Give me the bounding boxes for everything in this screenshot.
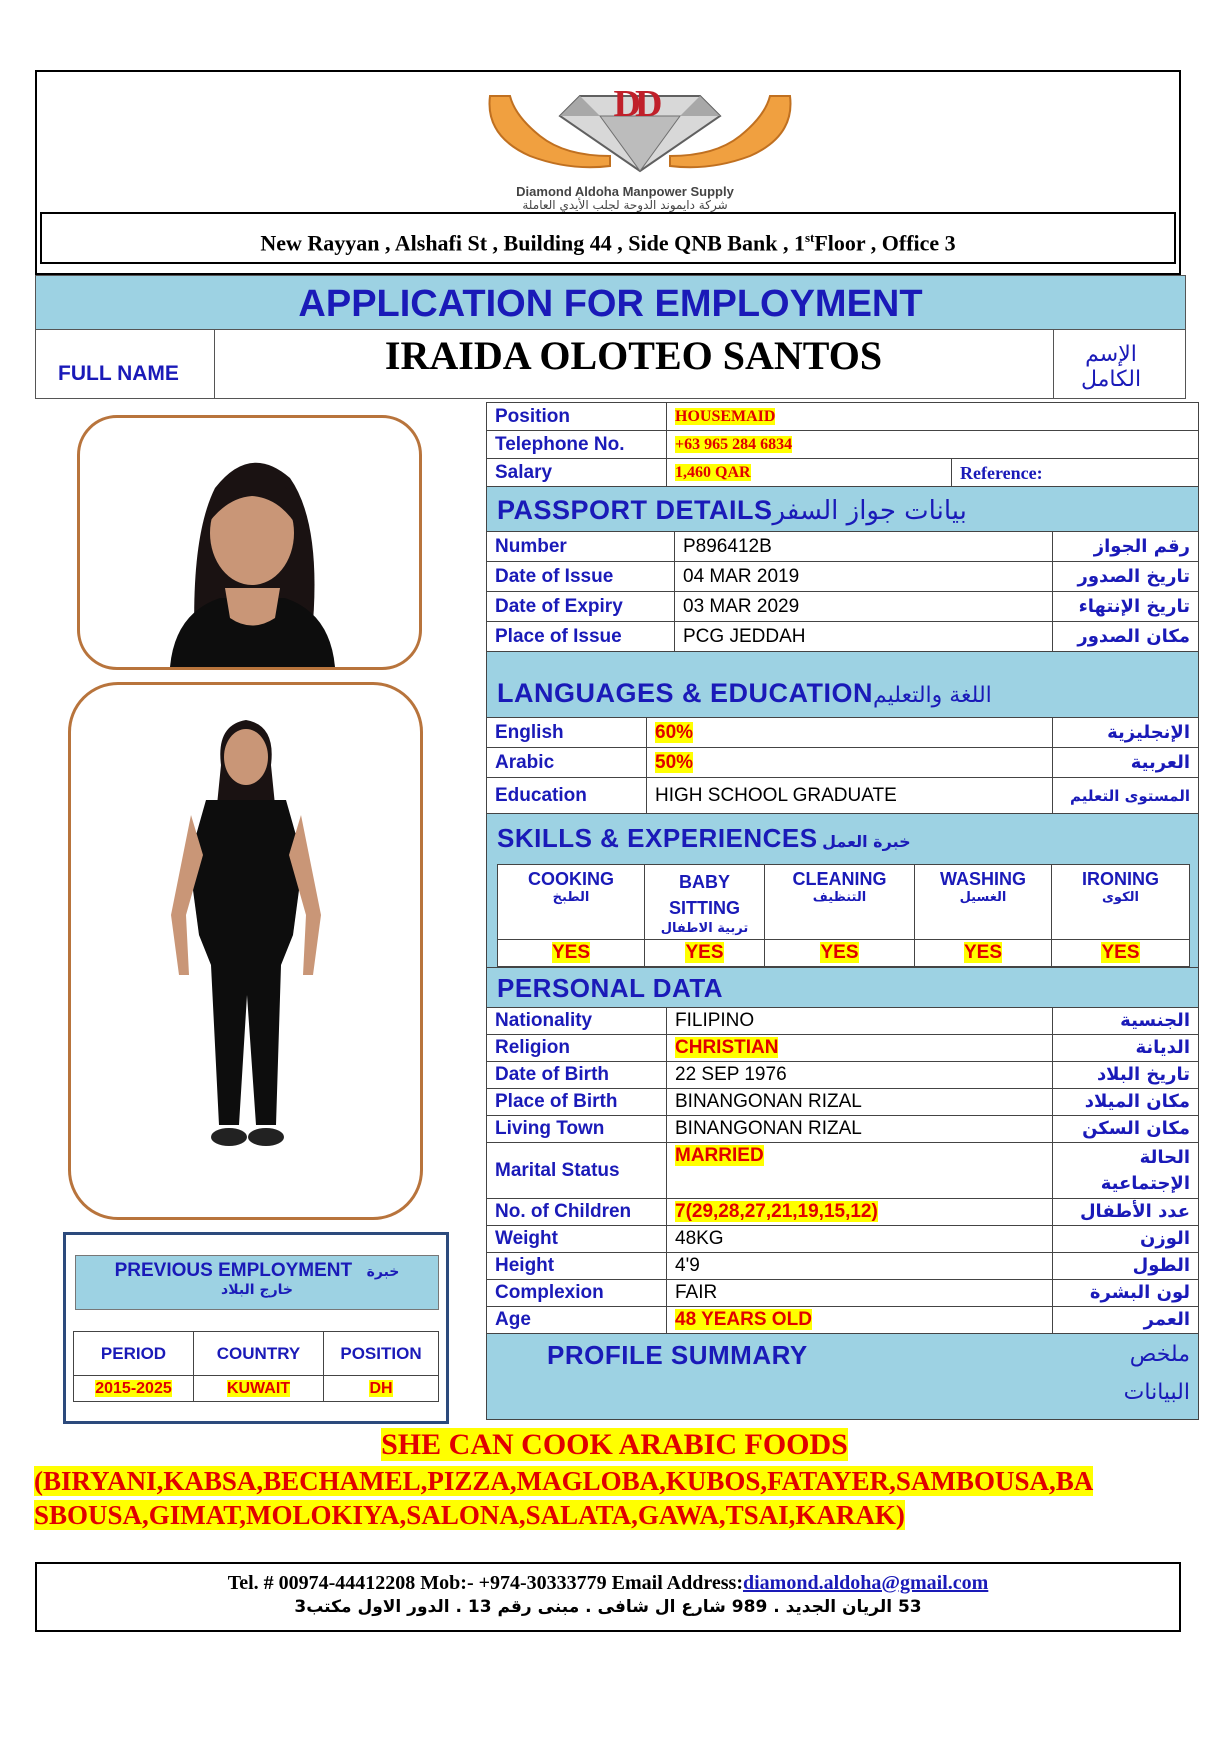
marital-status-label: Marital Status [487,1143,667,1199]
address-main: New Rayyan , Alshafi St , Building 44 , Side QNB Bank , 1 [260,230,805,256]
summary-foods-2: SBOUSA,GIMAT,MOLOKIYA,SALONA,SALATA,GAWA,TSAI,KARAK) [34,1500,905,1530]
issue-place-value: PCG JEDDAH [675,622,1053,652]
languages-header [486,652,1199,717]
dob-value: 22 SEP 1976 [667,1062,1053,1089]
footer-box [35,1562,1181,1632]
skills-container [486,864,1199,967]
skill-washing-value-cell [915,940,1052,967]
skill-cleaning [765,865,915,940]
address-box [40,212,1176,264]
passport-number-value: P896412B [675,532,1053,562]
summary-headline: SHE CAN COOK ARABIC FOODS [381,1428,848,1461]
weight-label-ar: الوزن [1053,1226,1199,1253]
salary-label: Salary [487,459,667,487]
marital-status-value: MARRIED [675,1145,764,1166]
passport-number-label-ar: رقم الجواز [1053,532,1199,562]
english-value-cell [647,718,1053,748]
position-label: Position [487,403,667,431]
children-value-cell [667,1199,1053,1226]
footer-email-link[interactable]: diamond.aldoha@gmail.com [742,1572,989,1594]
skill-ironing-value: YES [1101,942,1140,963]
passport-title: PASSPORT DETAILS [497,495,773,525]
skill-ironing-label-ar: الكوى [1102,890,1139,905]
skill-cleaning-label: CLEANING [792,869,887,889]
logo-letters: DD [613,83,657,125]
salary-value-cell [667,459,952,487]
position-cell [324,1376,439,1402]
weight-value: 48KG [667,1226,1053,1253]
summary-line-2 [34,1466,1093,1497]
previous-employment-table [73,1331,439,1402]
previous-employment-title-ar-2: خارج البلاد [221,1282,293,1298]
previous-employment-header [75,1255,439,1310]
full-name-divider-right [1053,330,1054,398]
profile-summary-header [486,1334,1199,1420]
languages-title-ar: اللغة والتعليم [873,683,992,708]
issue-date-label-ar: تاريخ الصدور [1053,562,1199,592]
living-town-label-ar: مكان السكن [1053,1116,1199,1143]
skill-washing-value: YES [963,942,1003,963]
summary-line-1 [0,1428,1229,1462]
nationality-value: FILIPINO [667,1008,1053,1035]
expiry-date-value: 03 MAR 2029 [675,592,1053,622]
position-value-cell [667,403,1199,431]
issue-place-label-ar: مكان الصدور [1053,622,1199,652]
company-name-ar: شركة دايموند الدوحة لجلب الأيدي العاملة [522,198,728,212]
full-name-label: FULL NAME [58,362,179,385]
skill-washing [915,865,1052,940]
address-sup: st [804,230,815,245]
expiry-date-label: Date of Expiry [487,592,675,622]
full-name-row [35,329,1186,399]
height-label: Height [487,1253,667,1280]
languages-table [486,717,1199,814]
telephone-value: +63 965 284 6834 [675,436,793,453]
arabic-value: 50% [655,751,694,773]
full-name-label-ar: الإسم الكامل [1080,342,1142,392]
previous-employment-frame [63,1232,449,1424]
dob-label-ar: تاريخ البلاد [1053,1062,1199,1089]
previous-employment-title: PREVIOUS EMPLOYMENT [114,1260,353,1281]
telephone-value-cell [667,431,1199,459]
age-label: Age [487,1307,667,1334]
skill-ironing [1052,865,1190,940]
telephone-label: Telephone No. [487,431,667,459]
summary-line-3 [34,1500,905,1531]
birthplace-label: Place of Birth [487,1089,667,1116]
period-header: PERIOD [74,1332,194,1376]
footer-contact-line [37,1572,1179,1595]
position-value-text: HOUSEMAID [675,408,776,425]
skill-cooking-label: COOKING [527,869,614,889]
birthplace-label-ar: مكان الميلاد [1053,1089,1199,1116]
living-town-label: Living Town [487,1116,667,1143]
skill-cooking-value-cell [498,940,645,967]
reference-label: Reference: [952,459,1199,487]
skill-cleaning-value: YES [820,942,859,963]
age-value-cell [667,1307,1053,1334]
period-value: 2015-2025 [95,1379,172,1397]
previous-employment-title-ar-1: خبرة [366,1264,400,1280]
address-tail: Floor , Office 3 [814,230,956,256]
personal-title: PERSONAL DATA [497,973,724,1003]
skill-babysitting-label-ar: تربية الاطفال [660,921,749,936]
profile-summary-title-ar-2: البيانات [1123,1380,1190,1405]
religion-label-ar: الديانة [1053,1035,1199,1062]
complexion-label: Complexion [487,1280,667,1307]
passport-number-label: Number [487,532,675,562]
salary-value: 1,460 QAR [675,464,751,481]
height-label-ar: الطول [1053,1253,1199,1280]
profile-summary-title-ar-1: ملخص [1129,1342,1190,1367]
skill-babysitting-label: BABY SITTING [669,872,740,918]
footer-address-ar: 53 الريان الجديد . 989 شارع ال شافى . مبنى رقم 13 . الدور الاول مكتب3 [294,1597,922,1617]
passport-title-ar: بيانات جواز السفر [772,496,967,526]
complexion-label-ar: لون البشرة [1053,1280,1199,1307]
skill-babysitting [645,865,765,940]
education-value: HIGH SCHOOL GRADUATE [647,778,1053,814]
arabic-value-cell [647,748,1053,778]
complexion-value: FAIR [667,1280,1053,1307]
details-column [486,402,1199,1420]
profile-summary-title: PROFILE SUMMARY [547,1340,808,1370]
full-name-value: IRAIDA OLOTEO SANTOS [384,333,883,378]
position-value: DH [369,1379,393,1397]
religion-label: Religion [487,1035,667,1062]
skills-title-ar: خبرة العمل [822,832,911,851]
arabic-label: Arabic [487,748,647,778]
full-name-divider-left [214,330,215,398]
skill-ironing-label: IRONING [1081,869,1159,889]
skill-cleaning-value-cell [765,940,915,967]
marital-status-value-cell [667,1143,1053,1199]
previous-employment-title-row [76,1260,438,1282]
portrait-photo [77,415,422,670]
children-value: 7(29,28,27,21,19,15,12) [675,1201,878,1222]
position-header: POSITION [324,1332,439,1376]
english-label-ar: الإنجليزية [1053,718,1199,748]
religion-value: CHRISTIAN [675,1037,779,1058]
nationality-label-ar: الجنسية [1053,1008,1199,1035]
skill-babysitting-value-cell [645,940,765,967]
issue-place-label: Place of Issue [487,622,675,652]
footer-contact: Tel. # 00974-44412208 Mob:- +974-30333779 Email Address: [227,1572,743,1594]
passport-table [486,531,1199,652]
full-body-photo [68,682,423,1220]
personal-table [486,1007,1199,1334]
personal-header [486,967,1199,1007]
education-label: Education [487,778,647,814]
age-value: 48 YEARS OLD [675,1309,812,1330]
height-value: 4'9 [667,1253,1053,1280]
dob-label: Date of Birth [487,1062,667,1089]
job-info-table [486,402,1199,487]
children-label-ar: عدد الأطفال [1053,1199,1199,1226]
country-header: COUNTRY [194,1332,324,1376]
skill-washing-label: WASHING [939,869,1026,889]
skill-cooking-label-ar: الطبخ [552,890,590,905]
issue-date-value: 04 MAR 2019 [675,562,1053,592]
marital-status-label-ar: الحالة الإجتماعية [1053,1143,1199,1199]
weight-label: Weight [487,1226,667,1253]
skill-babysitting-value: YES [685,942,724,963]
arabic-label-ar: العربية [1053,748,1199,778]
skill-cleaning-label-ar: التنظيف [812,890,867,905]
skill-ironing-value-cell [1052,940,1190,967]
skill-cooking [498,865,645,940]
passport-header [486,487,1199,531]
children-label: No. of Children [487,1199,667,1226]
skills-table [497,864,1190,967]
country-cell [194,1376,324,1402]
summary-foods-1: (BIRYANI,KABSA,BECHAMEL,PIZZA,MAGLOBA,KUBOS,FATAYER,SAMBOUSA,BA [34,1466,1094,1496]
skills-title: SKILLS & EXPERIENCES [497,823,818,853]
nationality-label: Nationality [487,1008,667,1035]
birthplace-value: BINANGONAN RIZAL [667,1089,1053,1116]
company-name-en: Diamond Aldoha Manpower Supply [516,184,734,199]
page-title: APPLICATION FOR EMPLOYMENT [298,283,923,325]
skill-washing-label-ar: الغسيل [959,890,1007,905]
english-label: English [487,718,647,748]
issue-date-label: Date of Issue [487,562,675,592]
education-label-ar: المستوى التعليم [1053,778,1199,814]
period-cell [74,1376,194,1402]
skill-cooking-value: YES [551,942,591,963]
living-town-value: BINANGONAN RIZAL [667,1116,1053,1143]
religion-value-cell [667,1035,1053,1062]
age-label-ar: العمر [1053,1307,1199,1334]
languages-title: LANGUAGES & EDUCATION [497,678,874,708]
expiry-date-label-ar: تاريخ الإنتهاء [1053,592,1199,622]
title-bar [35,275,1186,329]
english-value: 60% [655,721,694,743]
country-value: KUWAIT [226,1379,291,1397]
skills-header [486,814,1199,864]
